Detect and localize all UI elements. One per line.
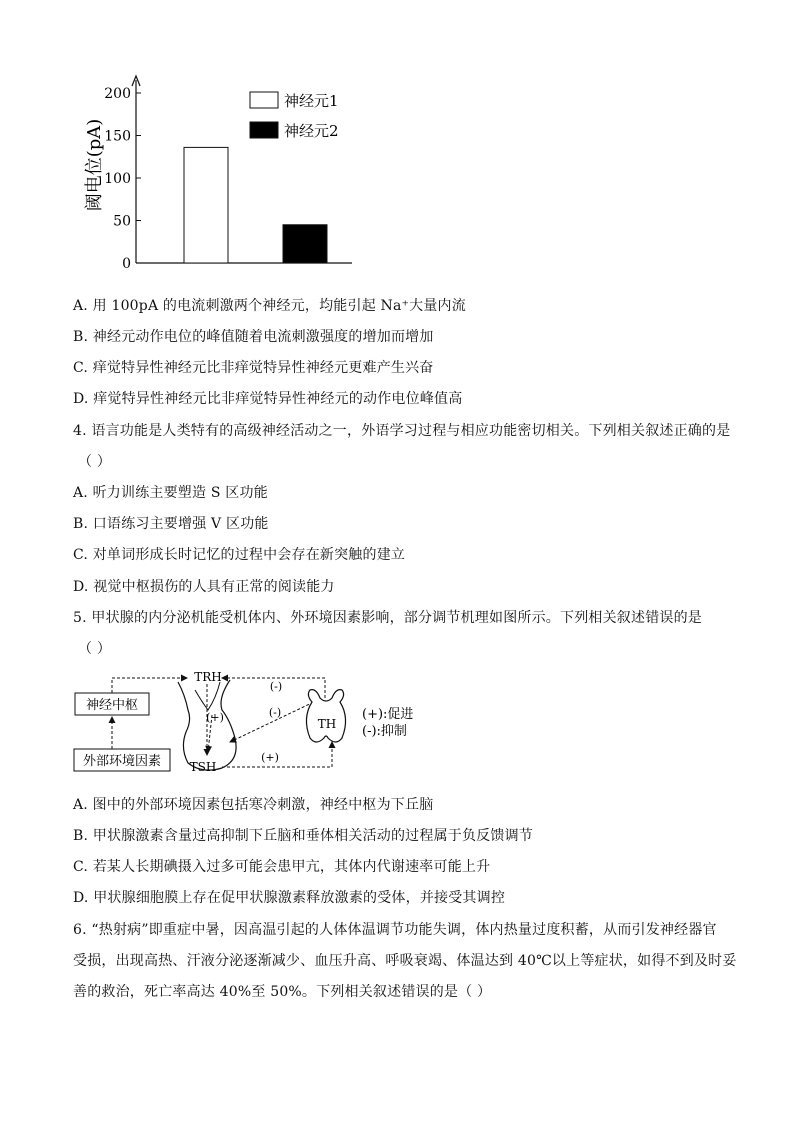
feedback-minus-label-1: (-) [269,680,283,693]
q5-option-b: B. 甲状腺激素含量过高抑制下丘脑和垂体相关活动的过程属于负反馈调节 [73,828,533,844]
feedback-minus-label-2: (-) [268,706,282,719]
q3-option-b: B. 神经元动作电位的峰值随着电流刺激强度的增加而增加 [73,329,434,345]
q4-option-c: C. 对单词形成长时记忆的过程中会存在新突触的建立 [73,547,406,563]
y-tick-label-50: 50 [113,213,131,230]
q4-option-d: D. 视觉中枢损伤的人具有正常的阅读能力 [73,579,335,595]
q4-answer-blank: （ ） [78,454,112,470]
legend-swatch-1 [250,92,278,108]
q5-option-a: A. 图中的外部环境因素包括寒冷刺激，神经中枢为下丘脑 [73,797,434,813]
legend-swatch-2 [250,122,278,138]
q4-option-b: B. 口语练习主要增强 V 区功能 [73,516,269,532]
bar-1 [184,147,228,263]
trh-label: TRH [194,670,222,684]
q5-stem: 5. 甲状腺的内分泌机能受机体内、外环境因素影响，部分调节机理如图所示。下列相关叙述错误的是 [73,610,703,626]
trh-plus-label: (+) [206,711,224,724]
thyroid-regulation-diagram [70,660,450,785]
nerve-center-label: 神经中枢 [85,698,139,713]
y-tick-label-150: 150 [104,128,131,145]
y-tick-label-200: 200 [104,86,131,102]
tsh-plus-label: (+) [261,751,279,764]
thyroid-gland-shape [306,690,345,742]
external-factor-label: 外部环境因素 [82,754,162,769]
bar-2 [283,225,327,263]
q3-option-c: C. 痒觉特异性神经元比非痒觉特异性神经元更难产生兴奋 [73,360,434,376]
threshold-bar-chart [70,70,370,280]
legend-label-1: 神经元1 [284,92,339,110]
q3-option-a: A. 用 100pA 的电流刺激两个神经元，均能引起 Na⁺大量内流 [73,298,466,314]
legend-promote: (+):促进 [362,707,414,722]
y-axis-label: 阈电位(pA) [84,118,105,212]
q6-stem-line-1: 6. “热射病”即重症中暑，因高温引起的人体体温调节功能失调，体内热量过度积蓄，从而引发神经器官 [73,922,717,938]
y-tick-label-0: 0 [122,256,131,272]
q6-stem-line-3: 善的救治，死亡率高达 40%至 50%。下列相关叙述错误的是（ ） [73,984,492,1000]
y-tick-label-100: 100 [104,171,131,187]
q5-option-c: C. 若某人长期碘摄入过多可能会患甲亢，其体内代谢速率可能上升 [73,859,491,875]
tsh-label: TSH [189,760,217,774]
q4-option-a: A. 听力训练主要塑造 S 区功能 [73,485,268,501]
arrow-center-to-hypothalamus [112,678,187,693]
q4-stem: 4. 语言功能是人类特有的高级神经活动之一，外语学习过程与相应功能密切相关。下列相关叙述正确的是 [73,423,731,439]
q6-stem-line-2: 受损，出现高热、汗液分泌逐渐减少、血压升高、呼吸衰竭、体温达到 40℃以上等症状，如得不到及时妥 [73,953,737,969]
legend-inhibit: (-):抑制 [362,724,407,739]
q5-answer-blank: （ ） [78,641,112,657]
legend-label-2: 神经元2 [284,122,339,140]
q3-option-d: D. 痒觉特异性神经元比非痒觉特异性神经元的动作电位峰值高 [73,391,463,407]
q5-option-d: D. 甲状腺细胞膜上存在促甲状腺激素释放激素的受体，并接受其调控 [73,890,506,906]
th-label: TH [317,717,337,731]
